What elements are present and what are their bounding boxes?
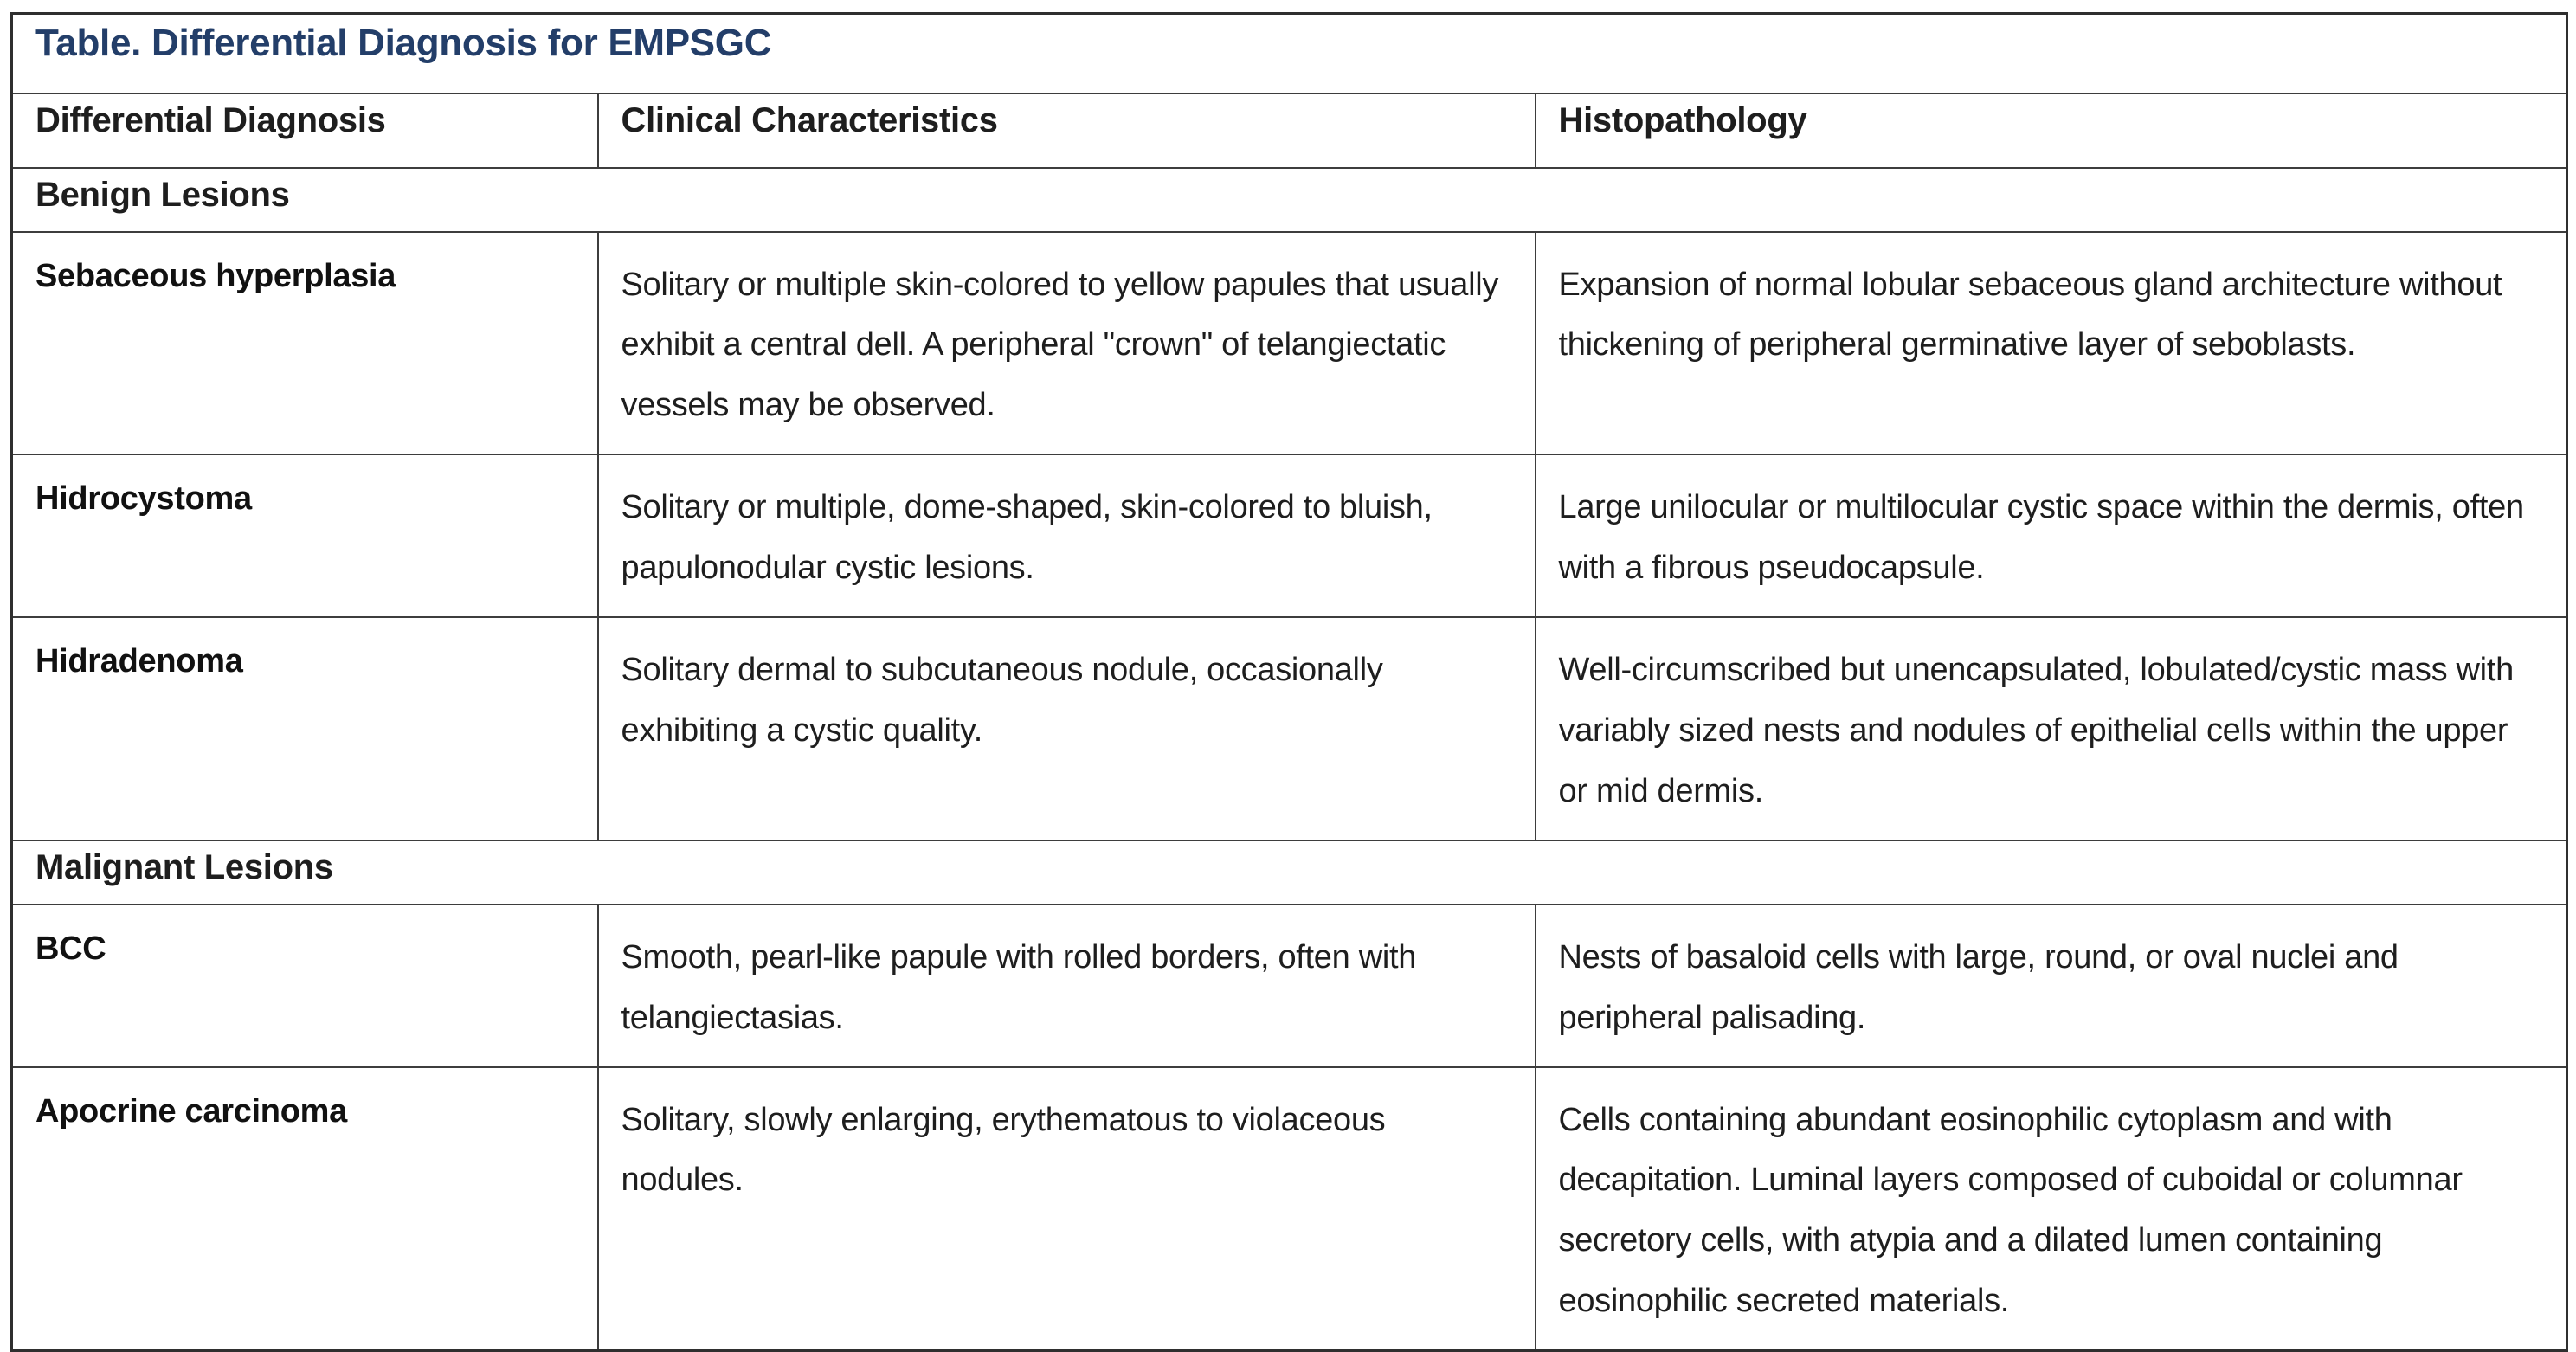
section-label: Malignant Lesions xyxy=(12,840,2567,905)
section-label: Benign Lesions xyxy=(12,168,2567,232)
differential-diagnosis-table xyxy=(10,12,2568,1352)
diagnosis-cell: Apocrine carcinoma xyxy=(12,1067,598,1351)
table-title: Table. Differential Diagnosis for EMPSGC xyxy=(12,14,2567,93)
table-row-hidradenoma xyxy=(12,617,2567,840)
clinical-characteristics-cell: Smooth, pearl-like papule with rolled borders, often with telangiectasias. xyxy=(598,905,1536,1067)
column-header-row xyxy=(12,93,2567,168)
column-header-histopathology: Histopathology xyxy=(1536,93,2567,168)
histopathology-cell: Expansion of normal lobular sebaceous gland architecture without thickening of peripheral germinative layer of seboblasts. xyxy=(1536,232,2567,455)
histopathology-cell: Nests of basaloid cells with large, round, or oval nuclei and peripheral palisading. xyxy=(1536,905,2567,1067)
diagnosis-cell: Sebaceous hyperplasia xyxy=(12,232,598,455)
clinical-characteristics-cell: Solitary or multiple skin-colored to yellow papules that usually exhibit a central dell. A peripheral "crown" of telangiectatic vessels may be observed. xyxy=(598,232,1536,455)
diagnosis-cell: Hidradenoma xyxy=(12,617,598,840)
histopathology-cell: Large unilocular or multilocular cystic space within the dermis, often with a fibrous pseudocapsule. xyxy=(1536,454,2567,617)
table-row-sebaceous-hyperplasia xyxy=(12,232,2567,455)
clinical-characteristics-cell: Solitary dermal to subcutaneous nodule, occasionally exhibiting a cystic quality. xyxy=(598,617,1536,840)
table-row-bcc xyxy=(12,905,2567,1067)
table-row-hidrocystoma xyxy=(12,454,2567,617)
clinical-characteristics-cell: Solitary, slowly enlarging, erythematous to violaceous nodules. xyxy=(598,1067,1536,1351)
section-header-benign-lesions xyxy=(12,168,2567,232)
diagnosis-cell: Hidrocystoma xyxy=(12,454,598,617)
column-header-clinical-characteristics: Clinical Characteristics xyxy=(598,93,1536,168)
histopathology-cell: Well-circumscribed but unencapsulated, lobulated/cystic mass with variably sized nests and nodules of epithelial cells within the upper or mid dermis. xyxy=(1536,617,2567,840)
column-header-differential-diagnosis: Differential Diagnosis xyxy=(12,93,598,168)
table-title-row xyxy=(12,14,2567,93)
histopathology-cell: Cells containing abundant eosinophilic cytoplasm and with decapitation. Luminal layers composed of cuboidal or columnar secretory cells, with atypia and a dilated lumen containing eosinophilic secreted materials. xyxy=(1536,1067,2567,1351)
table-row-apocrine-carcinoma xyxy=(12,1067,2567,1351)
section-header-malignant-lesions xyxy=(12,840,2567,905)
clinical-characteristics-cell: Solitary or multiple, dome-shaped, skin-colored to bluish, papulonodular cystic lesions. xyxy=(598,454,1536,617)
diagnosis-cell: BCC xyxy=(12,905,598,1067)
